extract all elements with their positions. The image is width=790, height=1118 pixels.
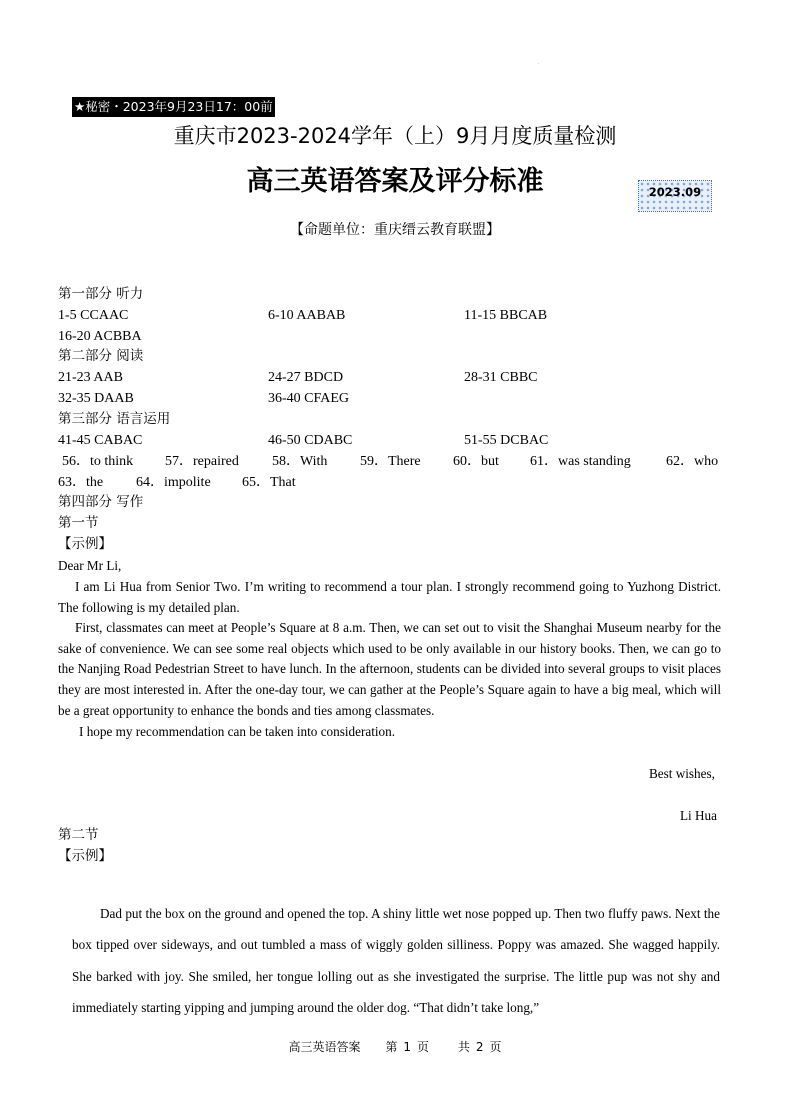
section2-heading: 第二节: [58, 827, 99, 843]
footer-total-suffix: 页: [489, 1040, 502, 1054]
answer-group: 16-20 ACBBA: [58, 329, 142, 344]
section1-heading: 第一节: [58, 515, 99, 531]
letter-paragraph: I hope my recommendation can be taken into consideration.: [79, 724, 396, 739]
page-footer: [0, 1038, 790, 1055]
exam-title: 重庆市2023-2024学年（上）9月月度质量检测: [173, 124, 617, 148]
letter-paragraph: First, classmates can meet at People’s Square at 8 a.m. Then, we can set out to visit the Shanghai Museum nearby for the sake of convenience. We can see some real objects which used to be only available in our history books. Then, we can go to the Nanjing Road Pedestrian Street to have lunch. In the afternoon, students can be divided into several groups to visit places they are most interested in. After the one-day tour, we can gather at the People’s Square again to have a big meal, which will be a great opportunity to enhance the bonds and ties among classmates.: [58, 620, 721, 718]
cloze-answer: 60．but: [453, 454, 499, 469]
cloze-answer: 62．who: [666, 454, 719, 469]
answer-group: 46-50 CDABC: [268, 433, 353, 448]
footer-doc-name: 高三英语答案: [288, 1040, 361, 1054]
part1-heading: 第一部分 听力: [58, 286, 144, 302]
letter-closing: Best wishes,: [649, 766, 715, 781]
letter-signature: Li Hua: [680, 808, 717, 823]
footer-page-suffix: 页: [416, 1040, 429, 1054]
story-paragraph: Dad put the box on the ground and opened the top. A shiny little wet nose popped up. Then two fluffy paws. Next the box tipped over sideways, and out tumbled a mass of wiggly golden silliness. Poppy was amazed. She wagged happily. She barked with joy. She smiled, her tongue lolling out as she investigated the surprise. The little pup was not shy and immediately starting yipping and jumping around the older dog. “That didn’t take long,”: [72, 906, 720, 1015]
cloze-answer: 59．There: [360, 454, 421, 469]
issuing-unit: 【命题单位：重庆缙云教育联盟】: [290, 222, 500, 238]
cloze-answer: 61．was standing: [530, 454, 631, 469]
answer-group: 51-55 DCBAC: [464, 433, 549, 448]
part4-heading: 第四部分 写作: [58, 494, 144, 510]
example-label: 【示例】: [58, 536, 112, 552]
answer-group: 36-40 CFAEG: [268, 391, 350, 406]
cloze-answer: 58．With: [272, 454, 328, 469]
answer-group: 32-35 DAAB: [58, 391, 134, 406]
letter-paragraph: I am Li Hua from Senior Two. I’m writing to recommend a tour plan. I strongly recommend going to Yuzhong District. The following is my detailed plan.: [58, 579, 721, 615]
scan-dot: .: [538, 60, 540, 66]
answer-group: 1-5 CCAAC: [58, 308, 129, 323]
confidential-label: ★秘密・2023年9月23日17：00前: [72, 97, 275, 117]
document-title: 高三英语答案及评分标准: [246, 166, 544, 197]
cloze-answer: 56．to think: [62, 454, 134, 469]
cloze-answer: 63．the: [58, 475, 104, 490]
cloze-answer: 65．That: [242, 475, 296, 490]
footer-page-number: 1: [403, 1040, 411, 1054]
part2-heading: 第二部分 阅读: [58, 348, 144, 364]
answer-group: 24-27 BDCD: [268, 370, 344, 385]
answer-group: 6-10 AABAB: [268, 308, 346, 323]
date-badge: 2023.09: [638, 180, 712, 212]
cloze-answer: 64．impolite: [136, 475, 211, 490]
cloze-answer: 57．repaired: [165, 454, 239, 469]
part3-heading: 第三部分 语言运用: [58, 411, 171, 427]
answer-group: 28-31 CBBC: [464, 370, 538, 385]
footer-total-prefix: 共: [457, 1040, 470, 1054]
answer-group: 11-15 BBCAB: [464, 308, 548, 323]
letter-salutation: Dear Mr Li,: [58, 558, 122, 573]
answer-group: 41-45 CABAC: [58, 433, 143, 448]
footer-page-prefix: 第: [385, 1040, 398, 1054]
footer-total-number: 2: [475, 1040, 484, 1054]
example-label: 【示例】: [58, 848, 112, 864]
answer-group: 21-23 AAB: [58, 370, 123, 385]
